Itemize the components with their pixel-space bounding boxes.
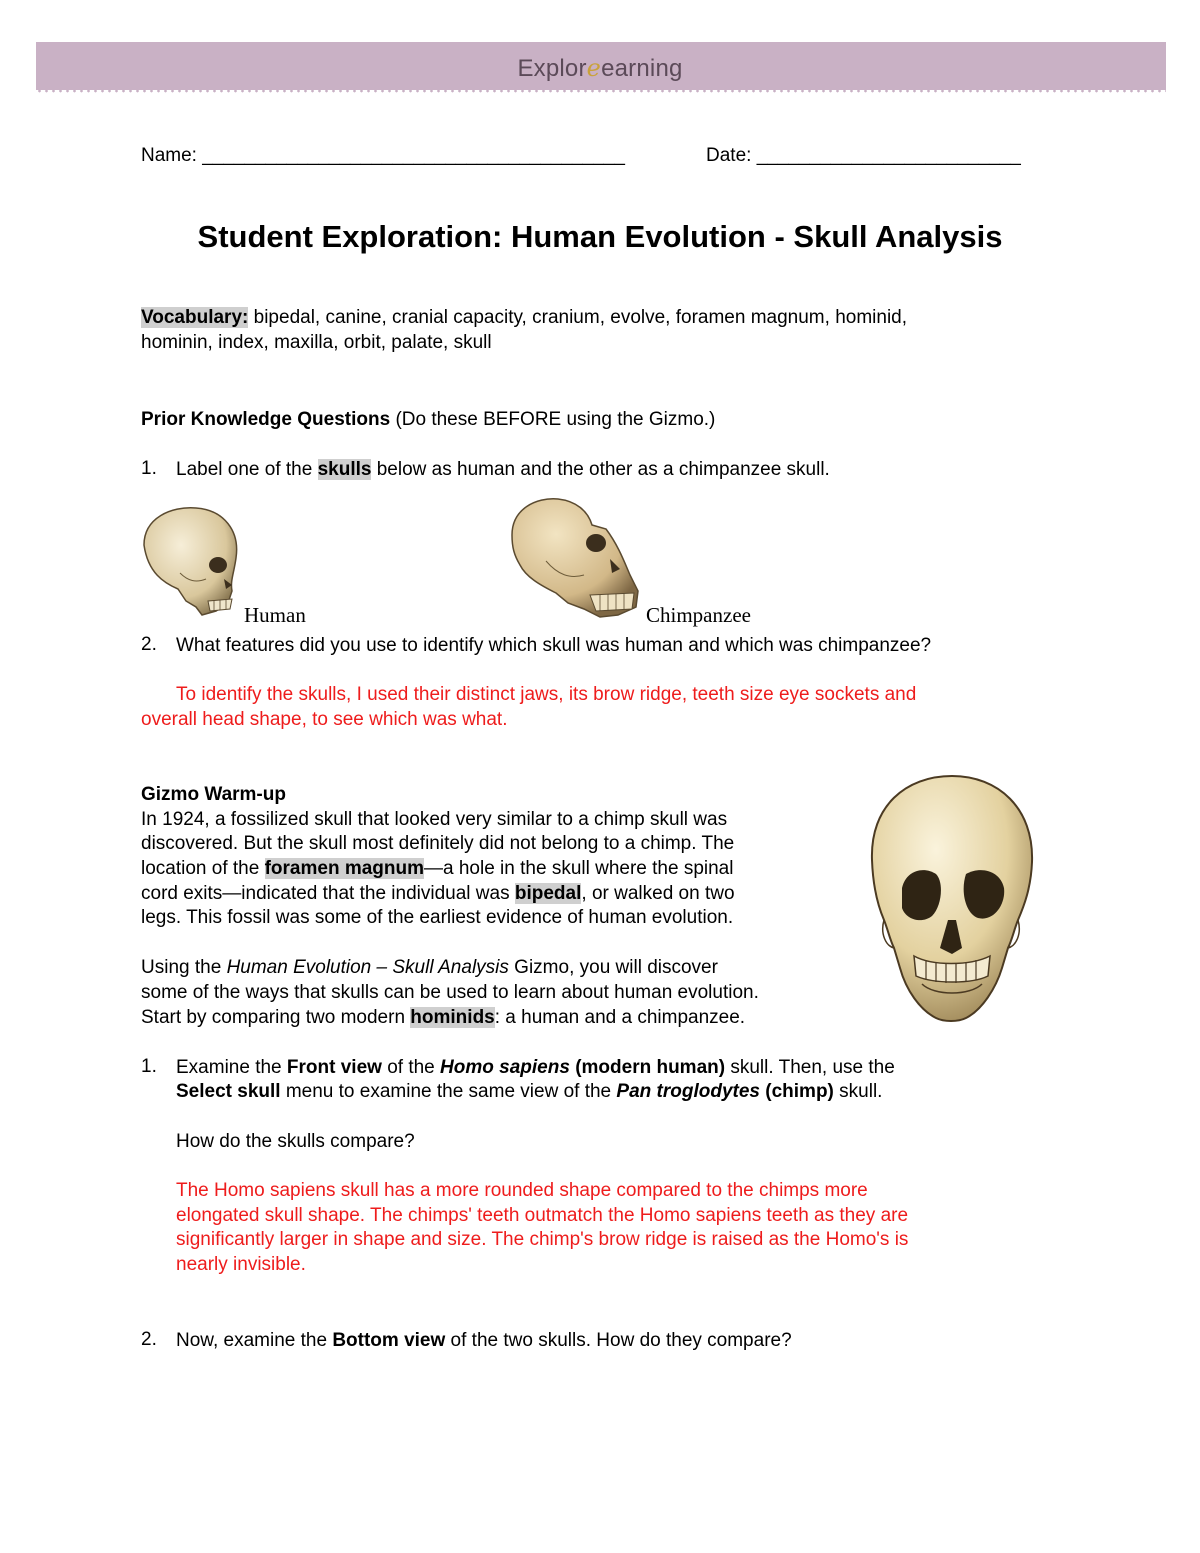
vocabulary-label: Vocabulary: <box>141 307 249 328</box>
explorelearning-logo: Exploreearning <box>517 54 683 82</box>
answer-warmup-1-line-4: nearly invisible. <box>176 1254 306 1275</box>
chimpanzee-caption: Chimpanzee <box>646 603 751 627</box>
question-number: 1. <box>141 458 157 479</box>
answer-2-line-2: overall head shape, to see which was what. <box>141 709 508 730</box>
warmup-question-1-prompt: How do the skulls compare? <box>176 1131 415 1152</box>
warmup-p2-line-2: some of the ways that skulls can be used to learn about human evolution. <box>141 982 759 1003</box>
skull-front-image <box>862 770 1040 1026</box>
human-caption: Human <box>244 603 306 627</box>
chimpanzee-skull-side-image <box>506 495 646 627</box>
name-field: Name: ________________________________________ <box>141 145 625 166</box>
answer-warmup-1-line-1: The Homo sapiens skull has a more rounded shape compared to the chimps more <box>176 1180 868 1201</box>
warmup-question-2: Now, examine the Bottom view of the two skulls. How do they compare? <box>176 1330 792 1351</box>
warmup-p1-line-4: cord exits—indicated that the individual was bipedal, or walked on two <box>141 883 735 904</box>
warmup-p1-line-2: discovered. But the skull most definitely did not belong to a chimp. The <box>141 833 735 854</box>
warmup-p1-line-1: In 1924, a fossilized skull that looked very similar to a chimp skull was <box>141 809 728 830</box>
answer-warmup-1-line-3: significantly larger in shape and size. The chimp's brow ridge is raised as the Homo's is <box>176 1229 909 1250</box>
prior-question-2: What features did you use to identify which skull was human and which was chimpanzee? <box>176 635 932 656</box>
warmup-p1-line-3: location of the foramen magnum—a hole in the skull where the spinal <box>141 858 734 879</box>
warmup-question-1-line-2: Select skull menu to examine the same view of the Pan troglodytes (chimp) skull. <box>176 1081 883 1102</box>
date-field: Date: _________________________ <box>706 145 1021 166</box>
warmup-heading: Gizmo Warm-up <box>141 784 286 805</box>
vocabulary-line-1: Vocabulary: bipedal, canine, cranial capacity, cranium, evolve, foramen magnum, hominid, <box>141 307 908 328</box>
prior-question-1: Label one of the skulls below as human and the other as a chimpanzee skull. <box>176 459 830 480</box>
question-number: 1. <box>141 1056 157 1077</box>
human-skull-side-image <box>136 503 246 621</box>
question-number: 2. <box>141 634 157 655</box>
warmup-p2-line-1: Using the Human Evolution – Skull Analysis Gizmo, you will discover <box>141 957 718 978</box>
page-title: Student Exploration: Human Evolution - Skull Analysis <box>197 219 1003 254</box>
warmup-p2-line-3: Start by comparing two modern hominids: a human and a chimpanzee. <box>141 1007 746 1028</box>
answer-warmup-1-line-2: elongated skull shape. The chimps' teeth outmatch the Homo sapiens teeth as they are <box>176 1205 909 1226</box>
answer-2-line-1: To identify the skulls, I used their distinct jaws, its brow ridge, teeth size eye sockets and <box>176 684 917 705</box>
warmup-p1-line-5: legs. This fossil was some of the earliest evidence of human evolution. <box>141 907 734 928</box>
vocabulary-line-2: hominin, index, maxilla, orbit, palate, skull <box>141 332 492 353</box>
question-number: 2. <box>141 1329 157 1350</box>
prior-knowledge-heading: Prior Knowledge Questions (Do these BEFORE using the Gizmo.) <box>141 409 716 430</box>
warmup-question-1-line-1: Examine the Front view of the Homo sapiens (modern human) skull. Then, use the <box>176 1057 895 1078</box>
header-divider <box>36 89 1166 93</box>
